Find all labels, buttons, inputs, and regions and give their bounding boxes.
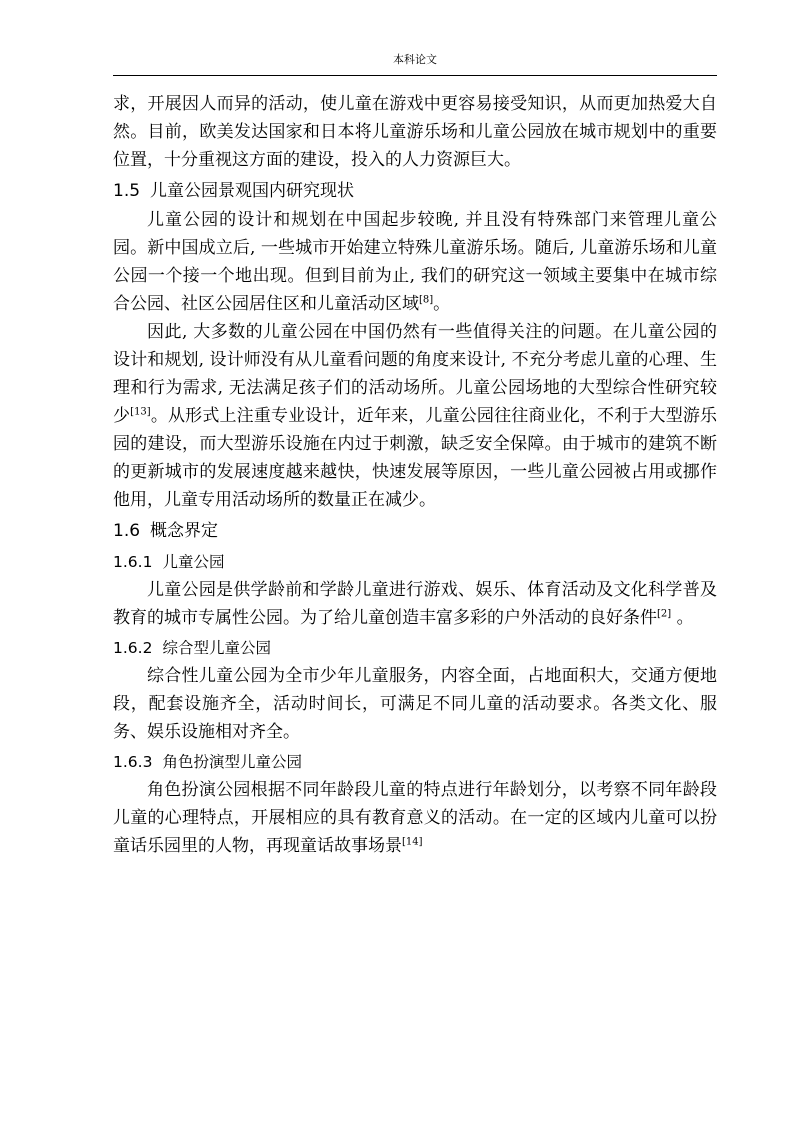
citation-ref: [13] <box>130 406 151 418</box>
paragraph-text: 求，开展因人而异的活动，使儿童在游戏中更容易接受知识，从而更加热爱大自然。目前，欧美发达国家和日本将儿童游乐场和儿童公园放在城市规划中的重要位置，十分重视这方面的建设，投入的人力资源巨大。 <box>113 94 717 170</box>
subsection-heading <box>113 548 717 576</box>
body-paragraph <box>113 90 717 174</box>
heading-number: 1.6.3 <box>113 753 153 771</box>
heading-number: 1.6.2 <box>113 639 153 657</box>
heading-number: 1.5 <box>113 181 141 201</box>
body-paragraph <box>113 206 717 318</box>
heading-number: 1.6.1 <box>113 553 153 571</box>
body-paragraph <box>113 662 717 746</box>
paragraph-text: 综合性儿童公园为全市少年儿童服务，内容全面，占地面积大，交通方便地段，配套设施齐全，活动时间长，可满足不同儿童的活动要求。各类文化、服务、娱乐设施相对齐全。 <box>113 666 717 742</box>
header-title: 本科论文 <box>393 53 437 66</box>
paragraph-text: 儿童公园的设计和规划在中国起步较晚, 并且没有特殊部门来管理儿童公园。新中国成立后, 一些城市开始建立特殊儿童游乐场。随后, 儿童游乐场和儿童公园一个接一个地出现。但到目前为止, 我们的研究这一领域主要集中在城市综合公园、社区公园居住区和儿童活动区域 <box>113 210 717 314</box>
section-heading <box>113 516 717 546</box>
body-paragraph <box>113 318 717 514</box>
citation-ref: [14] <box>402 836 423 848</box>
citation-ref: [8] <box>419 294 434 306</box>
heading-number: 1.6 <box>113 521 141 541</box>
paragraph-text-tail: 。 <box>671 608 694 628</box>
section-heading <box>113 176 717 206</box>
heading-text: 概念界定 <box>150 521 219 541</box>
subsection-heading <box>113 634 717 662</box>
body-paragraph <box>113 576 717 632</box>
subsection-heading <box>113 748 717 776</box>
body-paragraph <box>113 776 717 860</box>
heading-text: 综合型儿童公园 <box>162 639 271 657</box>
paragraph-text-tail: 。 <box>433 294 451 314</box>
paragraph-text: 角色扮演公园根据不同年龄段儿童的特点进行年龄划分，以考察不同年龄段儿童的心理特点，开展相应的具有教育意义的活动。在一定的区域内儿童可以扮童话乐园里的人物，再现童话故事场景 <box>113 780 717 856</box>
heading-text: 儿童公园 <box>162 553 225 571</box>
heading-text: 角色扮演型儿童公园 <box>162 753 302 771</box>
paragraph-text: 儿童公园是供学龄前和学龄儿童进行游戏、娱乐、体育活动及文化科学普及教育的城市专属性公园。为了给儿童创造丰富多彩的户外活动的良好条件 <box>113 580 717 628</box>
page-body <box>113 90 717 860</box>
heading-text: 儿童公园景观国内研究现状 <box>150 181 355 201</box>
citation-ref: [2] <box>657 608 672 620</box>
paragraph-text: 因此, 大多数的儿童公园在中国仍然有一些值得关注的问题。在儿童公园的设计和规划, 设计师没有从儿童看问题的角度来设计, 不充分考虑儿童的心理、生理和行为需求, 无法满足孩子们的活动场所。儿童公园场地的大型综合性研究较少 <box>113 322 717 426</box>
running-header <box>113 53 717 76</box>
paragraph-text-tail: 。从形式上注重专业设计，近年来，儿童公园往往商业化，不利于大型游乐园的建设，而大型游乐设施在内过于刺激，缺乏安全保障。由于城市的建筑不断的更新城市的发展速度越来越快，快速发展等原因，一些儿童公园被占用或挪作他用，儿童专用活动场所的数量正在减少。 <box>113 406 718 510</box>
